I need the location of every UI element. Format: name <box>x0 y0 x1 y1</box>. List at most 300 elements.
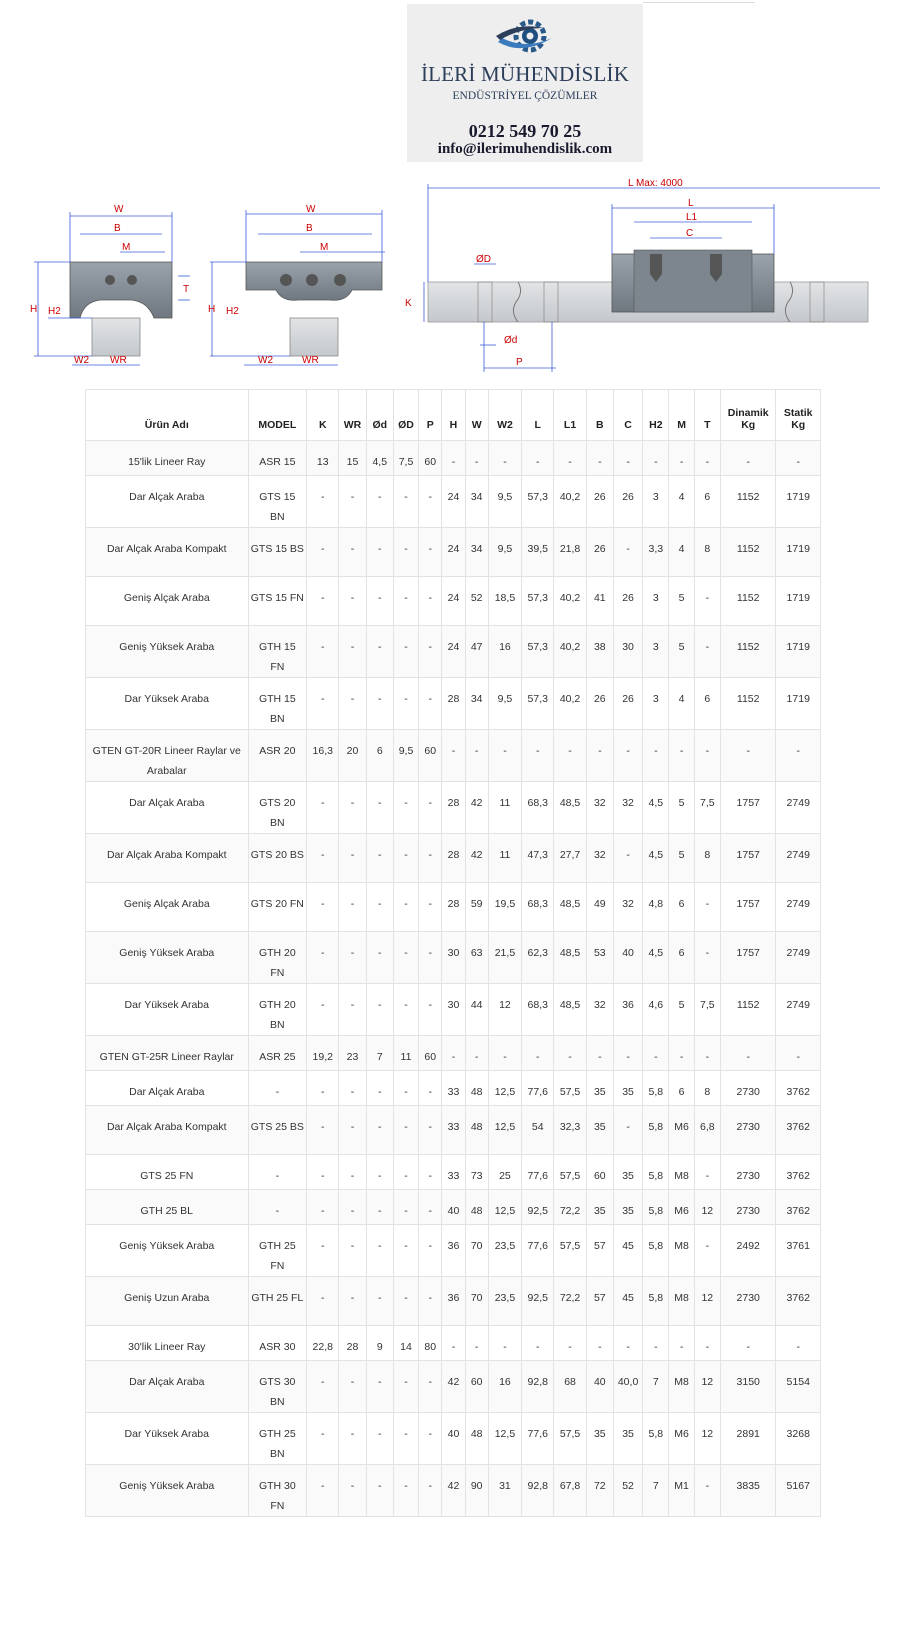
column-header: C <box>613 390 642 441</box>
table-cell: 30 <box>613 626 642 678</box>
table-cell: GTH 30 FN <box>248 1465 307 1517</box>
table-cell: GTS 30 BN <box>248 1361 307 1413</box>
table-cell: 3835 <box>720 1465 776 1517</box>
table-cell: - <box>442 730 465 782</box>
table-cell: 6 <box>669 1071 694 1106</box>
column-header: P <box>419 390 442 441</box>
table-cell: 26 <box>586 678 613 730</box>
table-cell: - <box>694 1225 720 1277</box>
table-cell: 12,5 <box>488 1413 521 1465</box>
table-cell: 35 <box>586 1413 613 1465</box>
table-cell: 5 <box>669 577 694 626</box>
table-cell: - <box>694 626 720 678</box>
table-header <box>86 390 821 441</box>
table-cell: M8 <box>669 1361 694 1413</box>
table-cell: 7 <box>366 1036 393 1071</box>
table-cell: 19,5 <box>488 883 521 932</box>
table-cell: 12 <box>694 1190 720 1225</box>
table-cell: 32 <box>613 782 642 834</box>
table-cell: - <box>393 1413 418 1465</box>
table-cell: 2730 <box>720 1155 776 1190</box>
table-cell: GTH 20 FN <box>248 932 307 984</box>
table-cell: 40 <box>442 1190 465 1225</box>
table-cell: 48 <box>465 1190 488 1225</box>
table-cell: 2749 <box>776 782 821 834</box>
table-cell: 60 <box>419 441 442 476</box>
table-cell: 35 <box>613 1155 642 1190</box>
table-row <box>86 1155 821 1190</box>
table-cell: 48 <box>465 1106 488 1155</box>
table-cell: 2730 <box>720 1106 776 1155</box>
table-cell: M6 <box>669 1413 694 1465</box>
technical-drawing <box>0 170 897 380</box>
table-cell: - <box>554 441 586 476</box>
table-cell: 7,5 <box>393 441 418 476</box>
table-cell: 6 <box>694 678 720 730</box>
table-cell: 57,5 <box>554 1155 586 1190</box>
table-cell: 34 <box>465 476 488 528</box>
table-cell: - <box>465 1036 488 1071</box>
table-cell: 57,5 <box>554 1413 586 1465</box>
table-cell: - <box>339 1071 366 1106</box>
table-cell: - <box>339 1155 366 1190</box>
label-h2: H2 <box>48 306 61 317</box>
table-row <box>86 730 821 782</box>
table-cell: 6 <box>694 476 720 528</box>
table-cell: 3268 <box>776 1413 821 1465</box>
table-cell: Dar Yüksek Araba <box>86 1413 249 1465</box>
table-cell: - <box>694 932 720 984</box>
table-cell: 54 <box>522 1106 554 1155</box>
table-row <box>86 678 821 730</box>
table-cell: 3762 <box>776 1071 821 1106</box>
table-cell: 4,5 <box>643 834 669 883</box>
table-row <box>86 1465 821 1517</box>
specification-table <box>85 389 821 1517</box>
table-cell: - <box>694 1326 720 1361</box>
table-cell: 32 <box>586 834 613 883</box>
table-cell: 45 <box>613 1277 642 1326</box>
table-cell: 60 <box>419 730 442 782</box>
table-cell: - <box>419 834 442 883</box>
column-header: WR <box>339 390 366 441</box>
table-cell: GTS 20 BS <box>248 834 307 883</box>
table-cell: - <box>613 834 642 883</box>
table-cell: - <box>307 782 339 834</box>
table-cell: 63 <box>465 932 488 984</box>
table-cell: M1 <box>669 1465 694 1517</box>
table-cell: 16,3 <box>307 730 339 782</box>
table-cell: GTS 25 FN <box>86 1155 249 1190</box>
table-cell: 5,8 <box>643 1190 669 1225</box>
table-cell: 73 <box>465 1155 488 1190</box>
table-cell: - <box>465 441 488 476</box>
table-cell: 72 <box>586 1465 613 1517</box>
column-header: Dinamik Kg <box>720 390 776 441</box>
table-cell: - <box>366 834 393 883</box>
table-cell: 47,3 <box>522 834 554 883</box>
table-cell: 40 <box>613 932 642 984</box>
table-cell: - <box>339 883 366 932</box>
table-cell: Dar Alçak Araba <box>86 1071 249 1106</box>
table-cell: - <box>366 1190 393 1225</box>
table-cell: - <box>419 1277 442 1326</box>
table-cell: 80 <box>419 1326 442 1361</box>
table-cell: - <box>586 1326 613 1361</box>
table-cell: 1719 <box>776 626 821 678</box>
table-cell: 57,5 <box>554 1225 586 1277</box>
table-cell: GTH 25 BN <box>248 1413 307 1465</box>
table-row <box>86 834 821 883</box>
table-cell: 6 <box>366 730 393 782</box>
table-cell: 7,5 <box>694 782 720 834</box>
table-cell: 42 <box>442 1361 465 1413</box>
label-k: K <box>405 298 412 309</box>
table-cell: - <box>393 528 418 577</box>
table-cell: 5167 <box>776 1465 821 1517</box>
column-header: H <box>442 390 465 441</box>
table-cell: 1719 <box>776 577 821 626</box>
table-cell: - <box>488 1326 521 1361</box>
table-cell: 13 <box>307 441 339 476</box>
column-header: Ød <box>366 390 393 441</box>
table-cell: M8 <box>669 1155 694 1190</box>
table-cell: - <box>419 528 442 577</box>
table-cell: 5 <box>669 834 694 883</box>
table-cell: - <box>366 1071 393 1106</box>
table-cell: Dar Alçak Araba Kompakt <box>86 834 249 883</box>
table-cell: - <box>307 984 339 1036</box>
table-cell: 3 <box>643 626 669 678</box>
table-cell: - <box>366 1277 393 1326</box>
label-h: H <box>30 304 38 315</box>
table-cell: - <box>339 678 366 730</box>
table-cell: 28 <box>442 678 465 730</box>
table-cell: 23,5 <box>488 1225 521 1277</box>
table-cell: 3 <box>643 476 669 528</box>
table-cell: 40,2 <box>554 626 586 678</box>
table-row <box>86 883 821 932</box>
table-cell: 3762 <box>776 1190 821 1225</box>
table-cell: - <box>339 476 366 528</box>
table-cell: Geniş Alçak Araba <box>86 577 249 626</box>
table-cell: M6 <box>669 1190 694 1225</box>
table-cell: - <box>694 883 720 932</box>
gear-icon <box>492 16 558 60</box>
table-cell: - <box>613 528 642 577</box>
table-cell: 11 <box>488 782 521 834</box>
table-cell: - <box>307 1155 339 1190</box>
table-cell: 26 <box>586 476 613 528</box>
table-cell: - <box>339 1225 366 1277</box>
table-cell: 3761 <box>776 1225 821 1277</box>
table-cell: 52 <box>465 577 488 626</box>
table-cell: - <box>307 1106 339 1155</box>
table-cell: 28 <box>339 1326 366 1361</box>
table-cell: - <box>419 476 442 528</box>
table-cell: 8 <box>694 1071 720 1106</box>
table-cell: 15'lik Lineer Ray <box>86 441 249 476</box>
table-cell: 8 <box>694 528 720 577</box>
table-cell: Dar Alçak Araba Kompakt <box>86 528 249 577</box>
table-cell: 40 <box>442 1413 465 1465</box>
column-header: W2 <box>488 390 521 441</box>
table-cell: - <box>419 1106 442 1155</box>
table-row <box>86 441 821 476</box>
column-header: Ürün Adı <box>86 390 249 441</box>
table-cell: - <box>488 730 521 782</box>
table-cell: 49 <box>586 883 613 932</box>
label-wr: WR <box>302 355 319 366</box>
column-header: ØD <box>393 390 418 441</box>
table-cell: - <box>554 1036 586 1071</box>
narrow-block-front-view <box>30 204 190 366</box>
table-cell: 5,8 <box>643 1106 669 1155</box>
column-header: Statik Kg <box>776 390 821 441</box>
table-cell: - <box>419 1225 442 1277</box>
label-w: W <box>114 204 124 215</box>
table-cell: Dar Alçak Araba <box>86 476 249 528</box>
table-cell: - <box>586 1036 613 1071</box>
table-cell: 30'lik Lineer Ray <box>86 1326 249 1361</box>
table-cell: - <box>366 782 393 834</box>
table-cell: - <box>419 1413 442 1465</box>
table-cell: 77,6 <box>522 1071 554 1106</box>
table-cell: 40 <box>586 1361 613 1413</box>
table-cell: - <box>393 984 418 1036</box>
table-cell: - <box>307 1277 339 1326</box>
table-cell: 4 <box>669 476 694 528</box>
table-cell: - <box>307 1225 339 1277</box>
table-cell: M6 <box>669 1106 694 1155</box>
table-row <box>86 1071 821 1106</box>
table-cell: 59 <box>465 883 488 932</box>
column-header: M <box>669 390 694 441</box>
table-cell: - <box>720 1036 776 1071</box>
table-cell: 1152 <box>720 528 776 577</box>
table-cell: - <box>339 1106 366 1155</box>
table-header-row <box>86 390 821 441</box>
company-logo <box>407 4 643 162</box>
table-cell: 33 <box>442 1155 465 1190</box>
table-cell: 21,8 <box>554 528 586 577</box>
table-row <box>86 932 821 984</box>
table-cell: 48,5 <box>554 883 586 932</box>
table-cell: 4,6 <box>643 984 669 1036</box>
table-row <box>86 1413 821 1465</box>
table-cell: 4,5 <box>643 932 669 984</box>
table-cell: - <box>613 1106 642 1155</box>
table-cell: - <box>366 984 393 1036</box>
table-cell: 28 <box>442 834 465 883</box>
table-cell: M8 <box>669 1225 694 1277</box>
table-cell: 11 <box>488 834 521 883</box>
table-cell: - <box>522 730 554 782</box>
table-cell: - <box>643 441 669 476</box>
table-cell: 19,2 <box>307 1036 339 1071</box>
table-cell: - <box>248 1155 307 1190</box>
table-cell: - <box>720 730 776 782</box>
table-cell: 2492 <box>720 1225 776 1277</box>
table-cell: - <box>442 441 465 476</box>
table-cell: 16 <box>488 1361 521 1413</box>
label-b: B <box>114 223 121 234</box>
table-cell: 9,5 <box>393 730 418 782</box>
table-cell: 3762 <box>776 1106 821 1155</box>
table-row <box>86 1225 821 1277</box>
table-cell: 16 <box>488 626 521 678</box>
table-cell: 3762 <box>776 1277 821 1326</box>
table-cell: - <box>307 1071 339 1106</box>
table-cell: 5,8 <box>643 1225 669 1277</box>
column-header: B <box>586 390 613 441</box>
table-cell: 40,0 <box>613 1361 642 1413</box>
table-cell: 3150 <box>720 1361 776 1413</box>
table-cell: ASR 25 <box>248 1036 307 1071</box>
table-cell: - <box>419 782 442 834</box>
table-cell: Dar Yüksek Araba <box>86 984 249 1036</box>
label-l1: L1 <box>686 212 698 223</box>
table-cell: 11 <box>393 1036 418 1071</box>
table-cell: - <box>613 441 642 476</box>
table-cell: 72,2 <box>554 1190 586 1225</box>
table-cell: - <box>339 626 366 678</box>
column-header: H2 <box>643 390 669 441</box>
table-cell: GTH 15 BN <box>248 678 307 730</box>
table-cell: 34 <box>465 528 488 577</box>
table-cell: 9 <box>366 1326 393 1361</box>
table-cell: - <box>393 1106 418 1155</box>
table-cell: 2749 <box>776 883 821 932</box>
table-cell: 33 <box>442 1071 465 1106</box>
table-cell: - <box>307 678 339 730</box>
table-row <box>86 1036 821 1071</box>
table-cell: ASR 20 <box>248 730 307 782</box>
table-cell: - <box>366 1106 393 1155</box>
table-cell: - <box>393 577 418 626</box>
table-cell: - <box>393 782 418 834</box>
table-cell: - <box>694 1155 720 1190</box>
table-cell: 5,8 <box>643 1071 669 1106</box>
table-cell: 36 <box>613 984 642 1036</box>
table-cell: - <box>393 476 418 528</box>
table-cell: 68,3 <box>522 782 554 834</box>
table-cell: - <box>307 932 339 984</box>
label-l: L <box>688 198 694 209</box>
table-cell: 9,5 <box>488 528 521 577</box>
table-cell: 12 <box>694 1413 720 1465</box>
table-cell: - <box>339 932 366 984</box>
table-cell: 28 <box>442 782 465 834</box>
table-cell: - <box>419 1465 442 1517</box>
table-cell: 68 <box>554 1361 586 1413</box>
table-cell: Geniş Yüksek Araba <box>86 932 249 984</box>
table-cell: 77,6 <box>522 1225 554 1277</box>
table-cell: - <box>613 1036 642 1071</box>
table-cell: 48 <box>465 1071 488 1106</box>
table-cell: 12 <box>488 984 521 1036</box>
table-cell: 1719 <box>776 678 821 730</box>
table-cell: - <box>419 678 442 730</box>
table-cell: GTS 20 FN <box>248 883 307 932</box>
table-cell: - <box>465 1326 488 1361</box>
table-cell: 2891 <box>720 1413 776 1465</box>
table-cell: - <box>643 730 669 782</box>
column-header: L <box>522 390 554 441</box>
table-cell: - <box>776 441 821 476</box>
label-l-max: L Max: 4000 <box>628 178 683 189</box>
table-cell: - <box>694 577 720 626</box>
table-cell: - <box>442 1036 465 1071</box>
table-cell: GTH 25 FN <box>248 1225 307 1277</box>
table-cell: 1757 <box>720 932 776 984</box>
table-cell: 9,5 <box>488 476 521 528</box>
label-m: M <box>320 242 329 253</box>
table-cell: 70 <box>465 1225 488 1277</box>
table-cell: 34 <box>465 678 488 730</box>
label-wr: WR <box>110 355 127 366</box>
table-cell: 32 <box>586 984 613 1036</box>
table-cell: 24 <box>442 626 465 678</box>
table-cell: - <box>694 1465 720 1517</box>
table-cell: - <box>488 441 521 476</box>
table-cell: Dar Alçak Araba <box>86 782 249 834</box>
table-cell: 57,3 <box>522 577 554 626</box>
table-row <box>86 626 821 678</box>
table-row <box>86 984 821 1036</box>
table-cell: 35 <box>613 1190 642 1225</box>
table-cell: 1152 <box>720 577 776 626</box>
wide-block-front-view <box>208 204 385 366</box>
table-cell: - <box>419 1071 442 1106</box>
table-cell: 32,3 <box>554 1106 586 1155</box>
label-p: P <box>516 357 523 368</box>
table-cell: GTH 25 FL <box>248 1277 307 1326</box>
table-cell: 36 <box>442 1277 465 1326</box>
table-cell: 5 <box>669 984 694 1036</box>
table-row <box>86 476 821 528</box>
table-cell: Geniş Yüksek Araba <box>86 626 249 678</box>
table-cell: 2730 <box>720 1277 776 1326</box>
table-cell: GTH 25 BL <box>86 1190 249 1225</box>
table-cell: GTEN GT-20R Lineer Raylar ve Arabalar <box>86 730 249 782</box>
table-cell: 2749 <box>776 984 821 1036</box>
table-cell: 4,8 <box>643 883 669 932</box>
column-header: W <box>465 390 488 441</box>
table-cell: - <box>339 1413 366 1465</box>
label-h: H <box>208 304 216 315</box>
table-cell: - <box>248 1190 307 1225</box>
table-cell: - <box>442 1326 465 1361</box>
table-cell: 48,5 <box>554 932 586 984</box>
table-cell: 52 <box>613 1465 642 1517</box>
table-cell: - <box>419 577 442 626</box>
table-cell: - <box>419 1361 442 1413</box>
table-cell: - <box>694 441 720 476</box>
table-cell: - <box>554 730 586 782</box>
top-divider-line <box>643 2 755 3</box>
table-row <box>86 528 821 577</box>
table-cell: 38 <box>586 626 613 678</box>
table-cell: 92,8 <box>522 1465 554 1517</box>
table-cell: - <box>393 678 418 730</box>
table-cell: Dar Alçak Araba <box>86 1361 249 1413</box>
table-cell: 7,5 <box>694 984 720 1036</box>
table-cell: 3 <box>643 678 669 730</box>
table-cell: - <box>366 1465 393 1517</box>
table-cell: 1152 <box>720 984 776 1036</box>
table-cell: - <box>669 730 694 782</box>
